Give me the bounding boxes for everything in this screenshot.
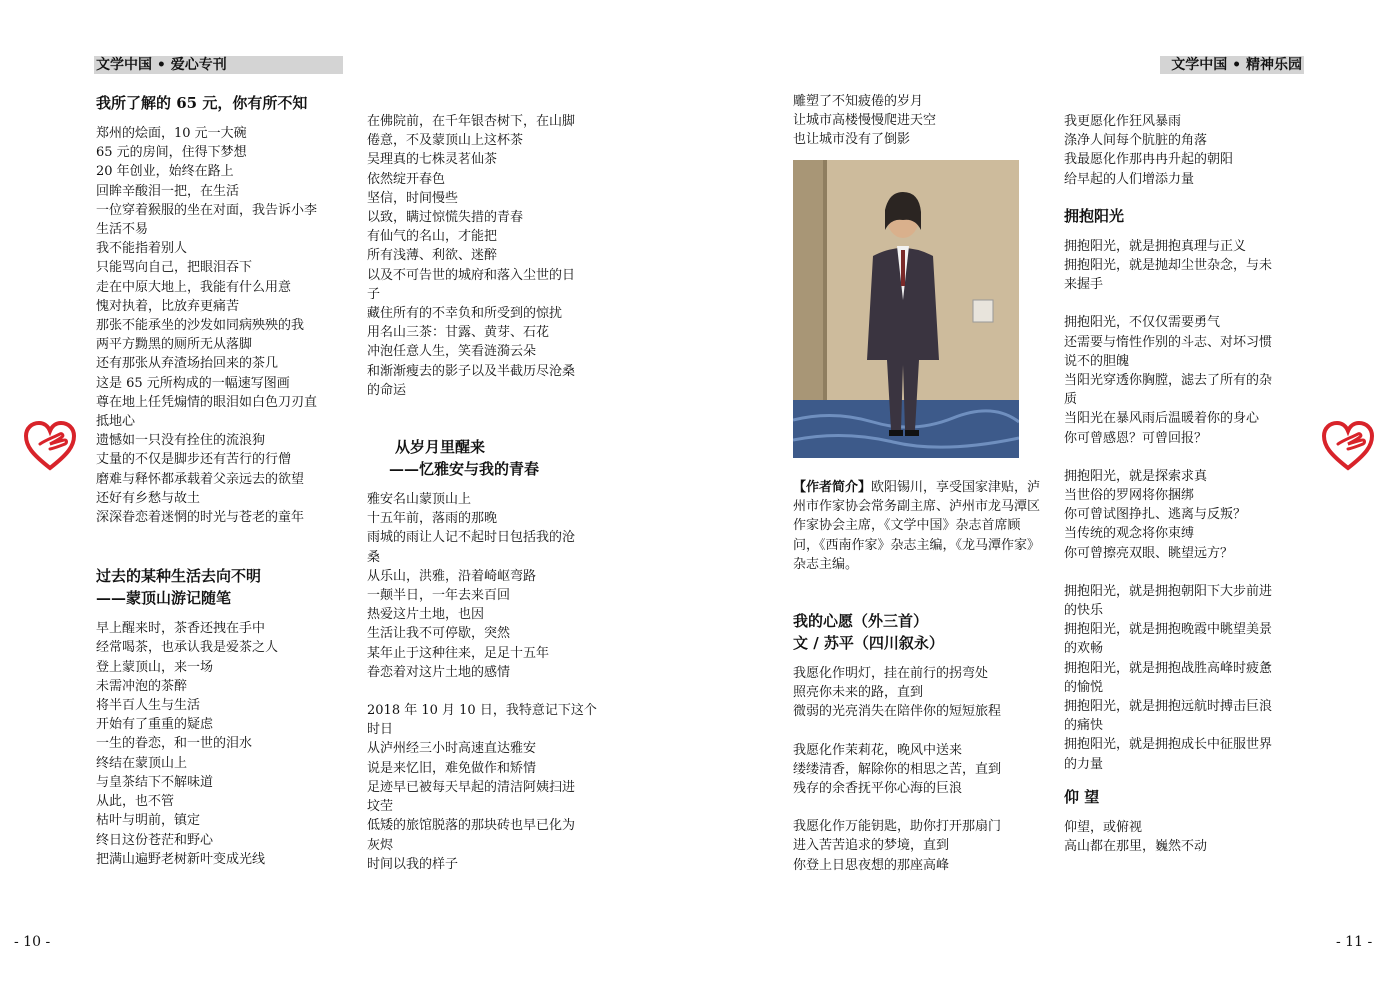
heart-hand-logo-left-icon <box>22 418 78 474</box>
poem-stanza <box>1064 313 1309 447</box>
column-3 <box>793 92 1043 150</box>
poem-title: 我所了解的 65 元，你有所不知 <box>96 94 308 112</box>
poem-line: 拥抱阳光，就是拥抱朝阳下大步前进 <box>1064 583 1273 599</box>
poem-line: 当传统的观念将你束缚 <box>1064 526 1195 542</box>
poem-line: 高山都在那里，巍然不动 <box>1064 839 1208 855</box>
poem-line: 吴理真的七株灵茗仙茶 <box>367 152 498 168</box>
poem-author: 文 / 苏平（四川叙永） <box>793 634 944 652</box>
poem-stanza <box>1064 582 1309 774</box>
poem-line: 的快乐 <box>1064 603 1104 619</box>
poem-body <box>1064 112 1309 189</box>
poem-line: 与皇茶结下不解味道 <box>96 774 214 790</box>
poem-stanza <box>793 664 1043 722</box>
poem-line: 的欢畅 <box>1064 641 1104 657</box>
poem-line: 的痛快 <box>1064 718 1104 734</box>
page-header-right: 文学中国 • 精神乐园 <box>1160 56 1304 74</box>
poem-line: 拥抱阳光，就是拥抱战胜高峰时疲惫 <box>1064 660 1273 676</box>
poem-line: 也让城市没有了倒影 <box>793 132 911 148</box>
poem-line: 冲泡任意人生，笑看涟漪云朵 <box>367 344 537 360</box>
page-number-left: - 10 - <box>14 934 51 950</box>
poem-line: 十五年前，落雨的那晚 <box>367 511 498 527</box>
poem-line: 热爱这片土地，也因 <box>367 607 485 623</box>
poem-line: 我不能指着别人 <box>96 241 188 257</box>
poem-stanza <box>1064 818 1309 856</box>
poem-line: 雨城的雨让人记不起时日包括我的沧 <box>367 530 576 546</box>
poem-line: 足迹早已被每天早起的清洁阿姨扫进 <box>367 779 576 795</box>
poem-line: 一生的眷恋，和一世的泪水 <box>96 736 253 752</box>
poem-line: 来握手 <box>1064 277 1104 293</box>
poem-body <box>367 112 612 400</box>
poem-line: 拥抱阳光，不仅仅需要勇气 <box>1064 315 1221 331</box>
poem-line: 深深眷恋着迷惘的时光与苍老的童年 <box>96 510 305 526</box>
poem-line: 涤净人间每个肮脏的角落 <box>1064 133 1208 149</box>
poem-line: 65 元的房间，住得下梦想 <box>96 145 247 161</box>
author-bio-text: 欧阳锡川，享受国家津贴，泸州市作家协会常务副主席、泸州市龙马潭区作家协会主席，《文学中国》杂志首席顾问，《西南作家》杂志主编，《龙马潭作家》杂志主编。 <box>793 480 1041 572</box>
poem-line: 倦意，不及蒙顶山上这杯茶 <box>367 133 524 149</box>
poem-line: 生活让我不可停歇，突然 <box>367 626 511 642</box>
poem-line: 你可曾擦亮双眼、眺望远方？ <box>1064 545 1234 561</box>
poem-line: 我更愿化作狂风暴雨 <box>1064 114 1182 129</box>
column-2 <box>367 112 612 874</box>
column-4 <box>1064 112 1309 856</box>
poem-stanza <box>1064 467 1309 563</box>
poem-line: 坚信，时间慢些 <box>367 190 459 206</box>
poem-line: 缕缕清香，解除你的相思之苦，直到 <box>793 761 1002 777</box>
poem-line: 我愿化作明灯，挂在前行的拐弯处 <box>793 666 989 681</box>
poem-line: 雕塑了不知疲倦的岁月 <box>793 94 924 109</box>
poem-line: 我最愿化作那冉冉升起的朝阳 <box>1064 152 1234 168</box>
author-bio <box>793 478 1043 574</box>
poem-line: 将半百人生与生活 <box>96 698 201 714</box>
poem-line: 当阳光在暴风雨后温暖着你的身心 <box>1064 411 1260 427</box>
poem-line: 说不的胆魄 <box>1064 353 1130 369</box>
poem-line: 灰烬 <box>367 837 394 853</box>
poem-line: 愧对执着，比放弃更痛苦 <box>96 298 240 314</box>
poem-body <box>96 124 346 527</box>
poem-line: 尊在地上任凭煽情的眼泪如白色刀刃直 <box>96 394 318 410</box>
poem-stanza <box>793 741 1043 799</box>
poem-line: 你可曾试图挣扎、逃离与反叛？ <box>1064 507 1247 523</box>
poem-line: 拥抱阳光，就是拥抱真理与正义 <box>1064 238 1247 254</box>
poem-line: 我愿化作万能钥匙，助你打开那扇门 <box>793 819 1002 835</box>
poem-line: 拥抱阳光，就是拥抱远航时搏击巨浪 <box>1064 699 1273 715</box>
poem-line: 终日这份苍茫和野心 <box>96 832 214 848</box>
author-photo <box>793 160 1019 458</box>
poem-line: 质 <box>1064 392 1078 408</box>
poem-line: 仰望，或俯视 <box>1064 819 1143 835</box>
poem-line: 时间以我的样子 <box>367 856 459 872</box>
poem-line: 生活不易 <box>96 222 149 238</box>
poem-line: 的力量 <box>1064 756 1104 772</box>
heart-hand-logo-right-icon <box>1320 418 1376 474</box>
poem-line: 从泸州经三小时高速直达雅安 <box>367 741 537 757</box>
poem-line: 拥抱阳光，就是拥抱晚霞中眺望美景 <box>1064 622 1273 638</box>
poem-stanza <box>793 817 1043 875</box>
poem-line: 终结在蒙顶山上 <box>96 755 188 771</box>
poem-subtitle: ——蒙顶山游记随笔 <box>96 589 232 608</box>
poem-line: 照亮你未来的路，直到 <box>793 685 924 701</box>
poem-line: 低矮的旅馆脱落的那块砖也早已化为 <box>367 818 576 834</box>
poem-line: 枯叶与明前，镇定 <box>96 813 201 829</box>
poem-body <box>96 619 346 869</box>
poem-line: 那张不能承坐的沙发如同病殃殃的我 <box>96 318 305 334</box>
poem-line: 一颠半日，一年去来百回 <box>367 588 511 604</box>
poem-line: 和渐渐瘦去的影子以及半截历尽沧桑 <box>367 363 576 379</box>
poem-line: 从乐山，洪雅，沿着崎岖弯路 <box>367 568 537 584</box>
poem-line: 两平方黝黑的厕所无从落脚 <box>96 337 253 353</box>
poem-line: 残存的余香抚平你心海的巨浪 <box>793 781 963 797</box>
poem-line: 早上醒来时，茶香还拽在手中 <box>96 621 266 637</box>
poem-line: 一位穿着猴服的坐在对面，我告诉小李 <box>96 202 318 218</box>
poem-body <box>793 92 1043 150</box>
poem-line: 走在中原大地上，我能有什么用意 <box>96 279 292 295</box>
poem-line: 郑州的烩面，10 元一大碗 <box>96 126 247 141</box>
poem-line: 进入苦苦追求的梦境，直到 <box>793 838 950 854</box>
poem-body <box>367 490 612 682</box>
poem-line: 把满山遍野老树新叶变成光线 <box>96 851 266 867</box>
poem-line: 在佛院前，在千年银杏树下，在山脚 <box>367 114 576 129</box>
poem-title: 过去的某种生活去向不明 <box>96 567 262 586</box>
poem-line: 所有浅薄、利欲、迷醉 <box>367 248 498 264</box>
poem-line: 拥抱阳光，就是抛却尘世杂念，与未 <box>1064 258 1273 274</box>
poem-line: 眷恋着对这片土地的感情 <box>367 664 511 680</box>
poem-line: 还好有乡愁与故土 <box>96 490 201 506</box>
poem-line: 当世俗的罗网将你捆绑 <box>1064 488 1195 504</box>
poem-line: 时日 <box>367 722 394 738</box>
poem-line: 登上蒙顶山，来一场 <box>96 659 214 675</box>
poem-line: 拥抱阳光，就是探索求真 <box>1064 468 1208 484</box>
poem-line: 给早起的人们增添力量 <box>1064 171 1195 187</box>
author-bio-label: 【作者简介】 <box>793 480 872 495</box>
poem-line: 2018 年 10 月 10 日，我特意记下这个 <box>367 703 597 719</box>
poem-line: 让城市高楼慢慢爬进天空 <box>793 113 937 129</box>
poem-title: 从岁月里醒来 <box>395 438 486 457</box>
poem-line: 的愉悦 <box>1064 679 1104 695</box>
poem-line: 回眸辛酸泪一把，在生活 <box>96 183 240 199</box>
poem-line: 我愿化作茉莉花，晚风中送来 <box>793 742 963 758</box>
poem-line: 依然绽开春色 <box>367 171 446 187</box>
poem-subtitle: ——忆雅安与我的青春 <box>389 460 540 479</box>
poem-line: 从此，也不管 <box>96 794 175 810</box>
poem-line: 你登上日思夜想的那座高峰 <box>793 857 950 873</box>
poem-line: 这是 65 元所构成的一幅速写图画 <box>96 375 290 391</box>
poem-line: 只能骂向自己，把眼泪吞下 <box>96 260 253 276</box>
poem-line: 当阳光穿透你胸膛，滤去了所有的杂 <box>1064 373 1273 389</box>
poem-line: 的命运 <box>367 382 407 398</box>
poem-line: 有仙气的名山，才能把 <box>367 229 498 245</box>
poem-line: 坟茔 <box>367 799 394 815</box>
poem-line: 20 年创业，始终在路上 <box>96 164 234 180</box>
poem-line: 你可曾感恩？可曾回报？ <box>1064 430 1208 446</box>
poem-line: 磨难与释怀都承载着父亲远去的欲望 <box>96 471 305 487</box>
column-3-lower <box>793 610 1043 875</box>
poem-line: 说是来忆旧，难免做作和矫情 <box>367 760 537 776</box>
poem-line: 未需冲泡的茶醉 <box>96 678 188 694</box>
poem-line: 经常喝茶，也承认我是爱茶之人 <box>96 640 279 656</box>
poem-line: 开始有了重重的疑虑 <box>96 717 214 733</box>
poem-line: 拥抱阳光，就是拥抱成长中征服世界 <box>1064 737 1273 753</box>
poem-line: 还有那张从弃渣场抬回来的茶几 <box>96 356 279 372</box>
column-1 <box>96 92 346 869</box>
poem-body <box>367 701 612 874</box>
poem-line: 藏住所有的不幸负和所受到的惊扰 <box>367 306 563 322</box>
page-header-left: 文学中国 • 爱心专刊 <box>94 56 343 74</box>
poem-line: 以致，瞒过惊慌失措的青春 <box>367 210 524 226</box>
poem-line: 用名山三茶：甘露、黄芽、石花 <box>367 325 550 341</box>
poem-line: 丈量的不仅是脚步还有苦行的行僧 <box>96 452 292 468</box>
poem-line: 遗憾如一只没有拴住的流浪狗 <box>96 433 266 449</box>
poem-title: 我的心愿（外三首） <box>793 612 929 630</box>
poem-line: 子 <box>367 286 381 302</box>
poem-line: 以及不可告世的城府和落入尘世的日 <box>367 267 576 283</box>
poem-line: 某年止于这种往来，足足十五年 <box>367 645 550 661</box>
poem-title: 仰 望 <box>1064 787 1100 806</box>
poem-line: 抵地心 <box>96 414 136 430</box>
poem-line: 桑 <box>367 549 381 565</box>
page-number-right: - 11 - <box>1336 934 1373 950</box>
poem-line: 还需要与惰性作别的斗志、对坏习惯 <box>1064 334 1273 350</box>
poem-line: 微弱的光亮消失在陪伴你的短短旅程 <box>793 704 1002 720</box>
poem-line: 雅安名山蒙顶山上 <box>367 492 472 508</box>
poem-title: 拥抱阳光 <box>1064 206 1125 225</box>
poem-stanza <box>1064 237 1309 295</box>
